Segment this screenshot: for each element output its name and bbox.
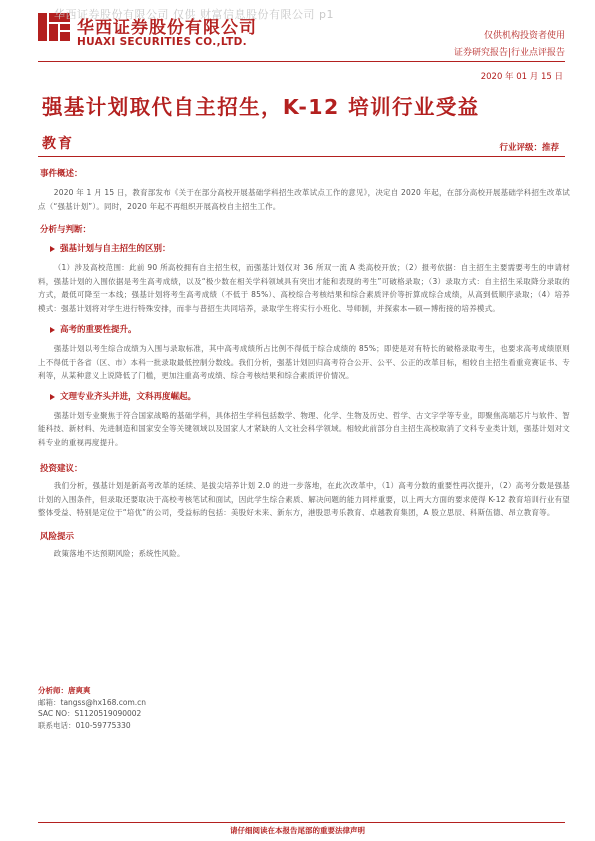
industry-rating: 行业评级：推荐 <box>499 143 559 153</box>
header-divider <box>38 61 565 62</box>
event-paragraph: 2020 年 1 月 15 日，教育部发布《关于在部分高校开展基础学科招生改革试点工作的意见》，决定自 2020 年起，在部分高校开展基础学科招生改革试点（“强基计划”）。同时，2020 年起不再组织开展高校自主招生工作。 <box>38 188 570 211</box>
report-title: 强基计划取代自主招生，K-12 培训行业受益 <box>42 95 480 119</box>
company-name-en: HUAXI SECURITIES CO.,LTD. <box>77 36 247 48</box>
sector-divider <box>38 156 565 157</box>
analyst-block <box>38 685 146 731</box>
analyst-email: 邮箱：tangss@hx168.com.cn <box>38 697 147 707</box>
advice-paragraph: 我们分析，强基计划是新高考改革的延续、是拔尖培养计划 2.0 的进一步落地，在此次改革中，（1）高考分数的重要性再次提升，（2）高考分数是强基计划的入围条件，但录取还要取决于高校考核笔试和面试，因此学生综合素质、解决问题的能力同样重要，以上两大方面的要求使得 K-12 教育培训行业有望整体受益、特别是定位于“培优”的公司，受益标的包括：美股好未来、新东方，港股思考乐教育、卓越教育集团，A 股立思辰、科斯伍德、昂立教育等。 <box>38 481 570 517</box>
sector-name: 教育 <box>42 136 74 152</box>
report-date: 2020 年 01 月 15 日 <box>480 72 563 82</box>
analysis-sub2-heading: 高考的重要性提升。 <box>38 324 570 336</box>
company-name-cn: 华西证券股份有限公司 <box>77 18 257 38</box>
watermark: 华西证券股份有限公司 仅供 财富信息股份有限公司 p1 <box>54 8 334 21</box>
audience-note: 仅供机构投资者使用 <box>483 31 565 41</box>
analysis-sub1-paragraph: （1）涉及高校范围：此前 90 所高校拥有自主招生权，而强基计划仅对 36 所双一流 A 类高校开放；（2）报考依据：自主招生主要需要考生的申请材料，强基计划的入围依据是考生高考成绩，以及“极少数在相关学科领域具有突出才能和表现的考生”可破格录取；（3）录取方式：自主招生采取降分录取的方式，最低可降至一本线；强基计划将考生高考成绩（不低于 85%）、高校综合考核结果和综合素质评价等折算成综合成绩，从高到低顺序录取；（4）培养模式：强基计划将对学生进行特殊安排，而非与普招生共同培养，录取学生将实行小班化、导师制，并探索本—硕—博衔接的培养模式。 <box>38 263 570 313</box>
analysis-sub3-paragraph: 强基计划专业聚焦于符合国家战略的基础学科，具体招生学科包括数学、物理、化学、生物及历史、哲学、古文字学等专业，即聚焦高端芯片与软件、智能科技、新材料、先进制造和国家安全等关键领域以及国家人才紧缺的人文社会科学领域。相较此前部分自主招生高校取消了文科专业类计划，强基计划对文科专业的重视再度提升。 <box>38 410 570 447</box>
advice-heading: 投资建议： <box>40 464 83 474</box>
analysis-sub3-heading: 文理专业齐头并进，文科再度崛起。 <box>38 391 570 403</box>
legal-notice-footer: 请仔细阅读在本报告尾部的重要法律声明 <box>230 826 365 835</box>
analysis-sub2-paragraph: 强基计划以考生综合成绩为入围与录取标准，其中高考成绩所占比例不得低于综合成绩的 85%；即使是对有特长的破格录取考生，也要求高考成绩原则上不得低于各省（区、市）本科一批录取最低控制分数线。我们分析，强基计划回归高考符合公开、公平、公正的改革目标，相较自主招生看重竞赛证书、专利等，从某种意义上说降低了门槛，更加注重高考成绩、综合考核结果和综合素质评价情况。 <box>38 344 570 380</box>
footer-divider <box>38 822 565 823</box>
analyst-name-line <box>38 685 146 697</box>
risk-heading: 风险提示 <box>40 531 75 542</box>
analyst-phone: 联系电话：010-59775330 <box>38 720 131 730</box>
analyst-sac: SAC NO：S1120519090002 <box>38 709 142 718</box>
analyst-name: 唐爽爽 <box>68 686 91 695</box>
event-heading: 事件概述： <box>40 169 83 179</box>
analysis-heading: 分析与判断： <box>40 225 92 235</box>
report-type: 证券研究报告|行业点评报告 <box>453 48 565 58</box>
report-body <box>38 168 570 560</box>
risk-paragraph: 政策落地不达预期风险；系统性风险。 <box>53 548 185 558</box>
analyst-label: 分析师： <box>38 686 68 695</box>
analysis-sub1-heading: 强基计划与自主招生的区别： <box>38 243 570 255</box>
